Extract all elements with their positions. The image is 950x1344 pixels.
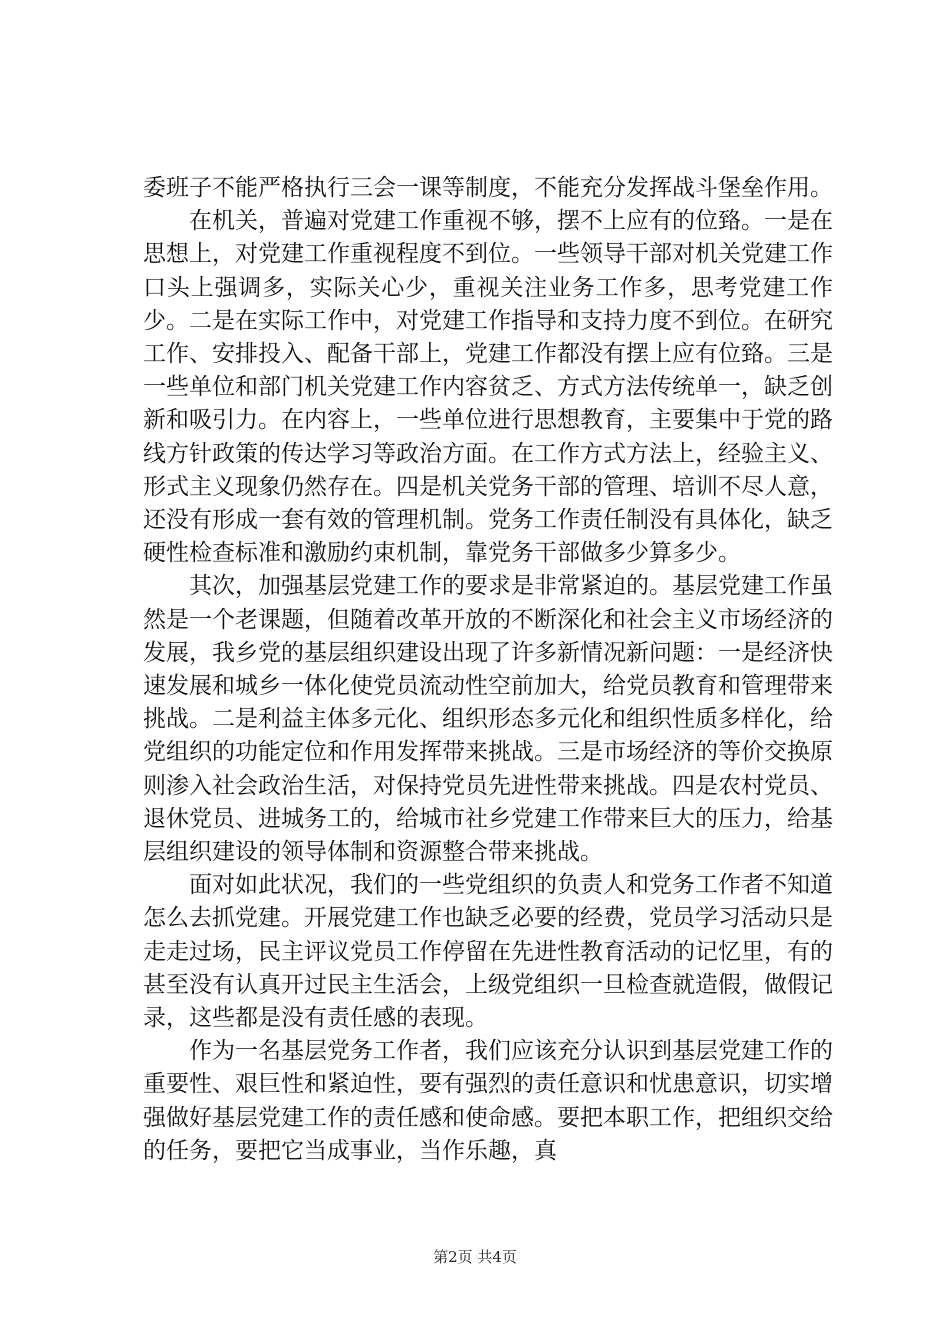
paragraph-5: 作为一名基层党务工作者，我们应该充分认识到基层党建工作的重要性、艰巨性和紧迫性，要有强烈的责任意识和忧患意识，切实增强做好基层党建工作的责任感和使命感。要把本职工作，把组织交给的任务，要把它当成事业，当作乐趣，真 [143, 1038, 833, 1164]
document-body [143, 172, 833, 1168]
page-footer: 第2页 共4页 [433, 1248, 517, 1266]
paragraph-2: 在机关，普遍对党建工作重视不够，摆不上应有的位臵。一是在思想上，对党建工作重视程度不到位。一些领导干部对机关党建工作口头上强调多，实际关心少，重视关注业务工作多，思考党建工作少。二是在实际工作中，对党建工作指导和支持力度不到位。在研究工作、安排投入、配备干部上，党建工作都没有摆上应有位臵。三是一些单位和部门机关党建工作内容贫乏、方式方法传统单一，缺乏创新和吸引力。在内容上，一些单位进行思想教育，主要集中于党的路线方针政策的传达学习等政治方面。在工作方式方法上，经验主义、形式主义现象仍然存在。四是机关党务干部的管理、培训不尽人意，还没有形成一套有效的管理机制。党务工作责任制没有具体化，缺乏硬性检查标准和激励约束机制，靠党务干部做多少算多少。 [143, 208, 833, 567]
paragraph-4: 面对如此状况，我们的一些党组织的负责人和党务工作者不知道怎么去抓党建。开展党建工作也缺乏必要的经费，党员学习活动只是走走过场，民主评议党员工作停留在先进性教育活动的记忆里，有的甚至没有认真开过民主生活会，上级党组织一旦检查就造假，做假记录，这些都是没有责任感的表现。 [143, 872, 833, 1032]
paragraph-1: 委班子不能严格执行三会一课等制度，不能充分发挥战斗堡垒作用。 [143, 175, 833, 201]
paragraph-3: 其次，加强基层党建工作的要求是非常紧迫的。基层党建工作虽然是一个老课题，但随着改革开放的不断深化和社会主义市场经济的发展，我乡党的基层组织建设出现了许多新情况新问题：一是经济快速发展和城乡一体化使党员流动性空前加大，给党员教育和管理带来挑战。二是利益主体多元化、组织形态多元化和组织性质多样化，给党组织的功能定位和作用发挥带来挑战。三是市场经济的等价交换原则渗入社会政治生活，对保持党员先进性带来挑战。四是农村党员、退休党员、进城务工的，给城市社乡党建工作带来巨大的压力，给基层组织建设的领导体制和资源整合带来挑战。 [143, 573, 833, 866]
